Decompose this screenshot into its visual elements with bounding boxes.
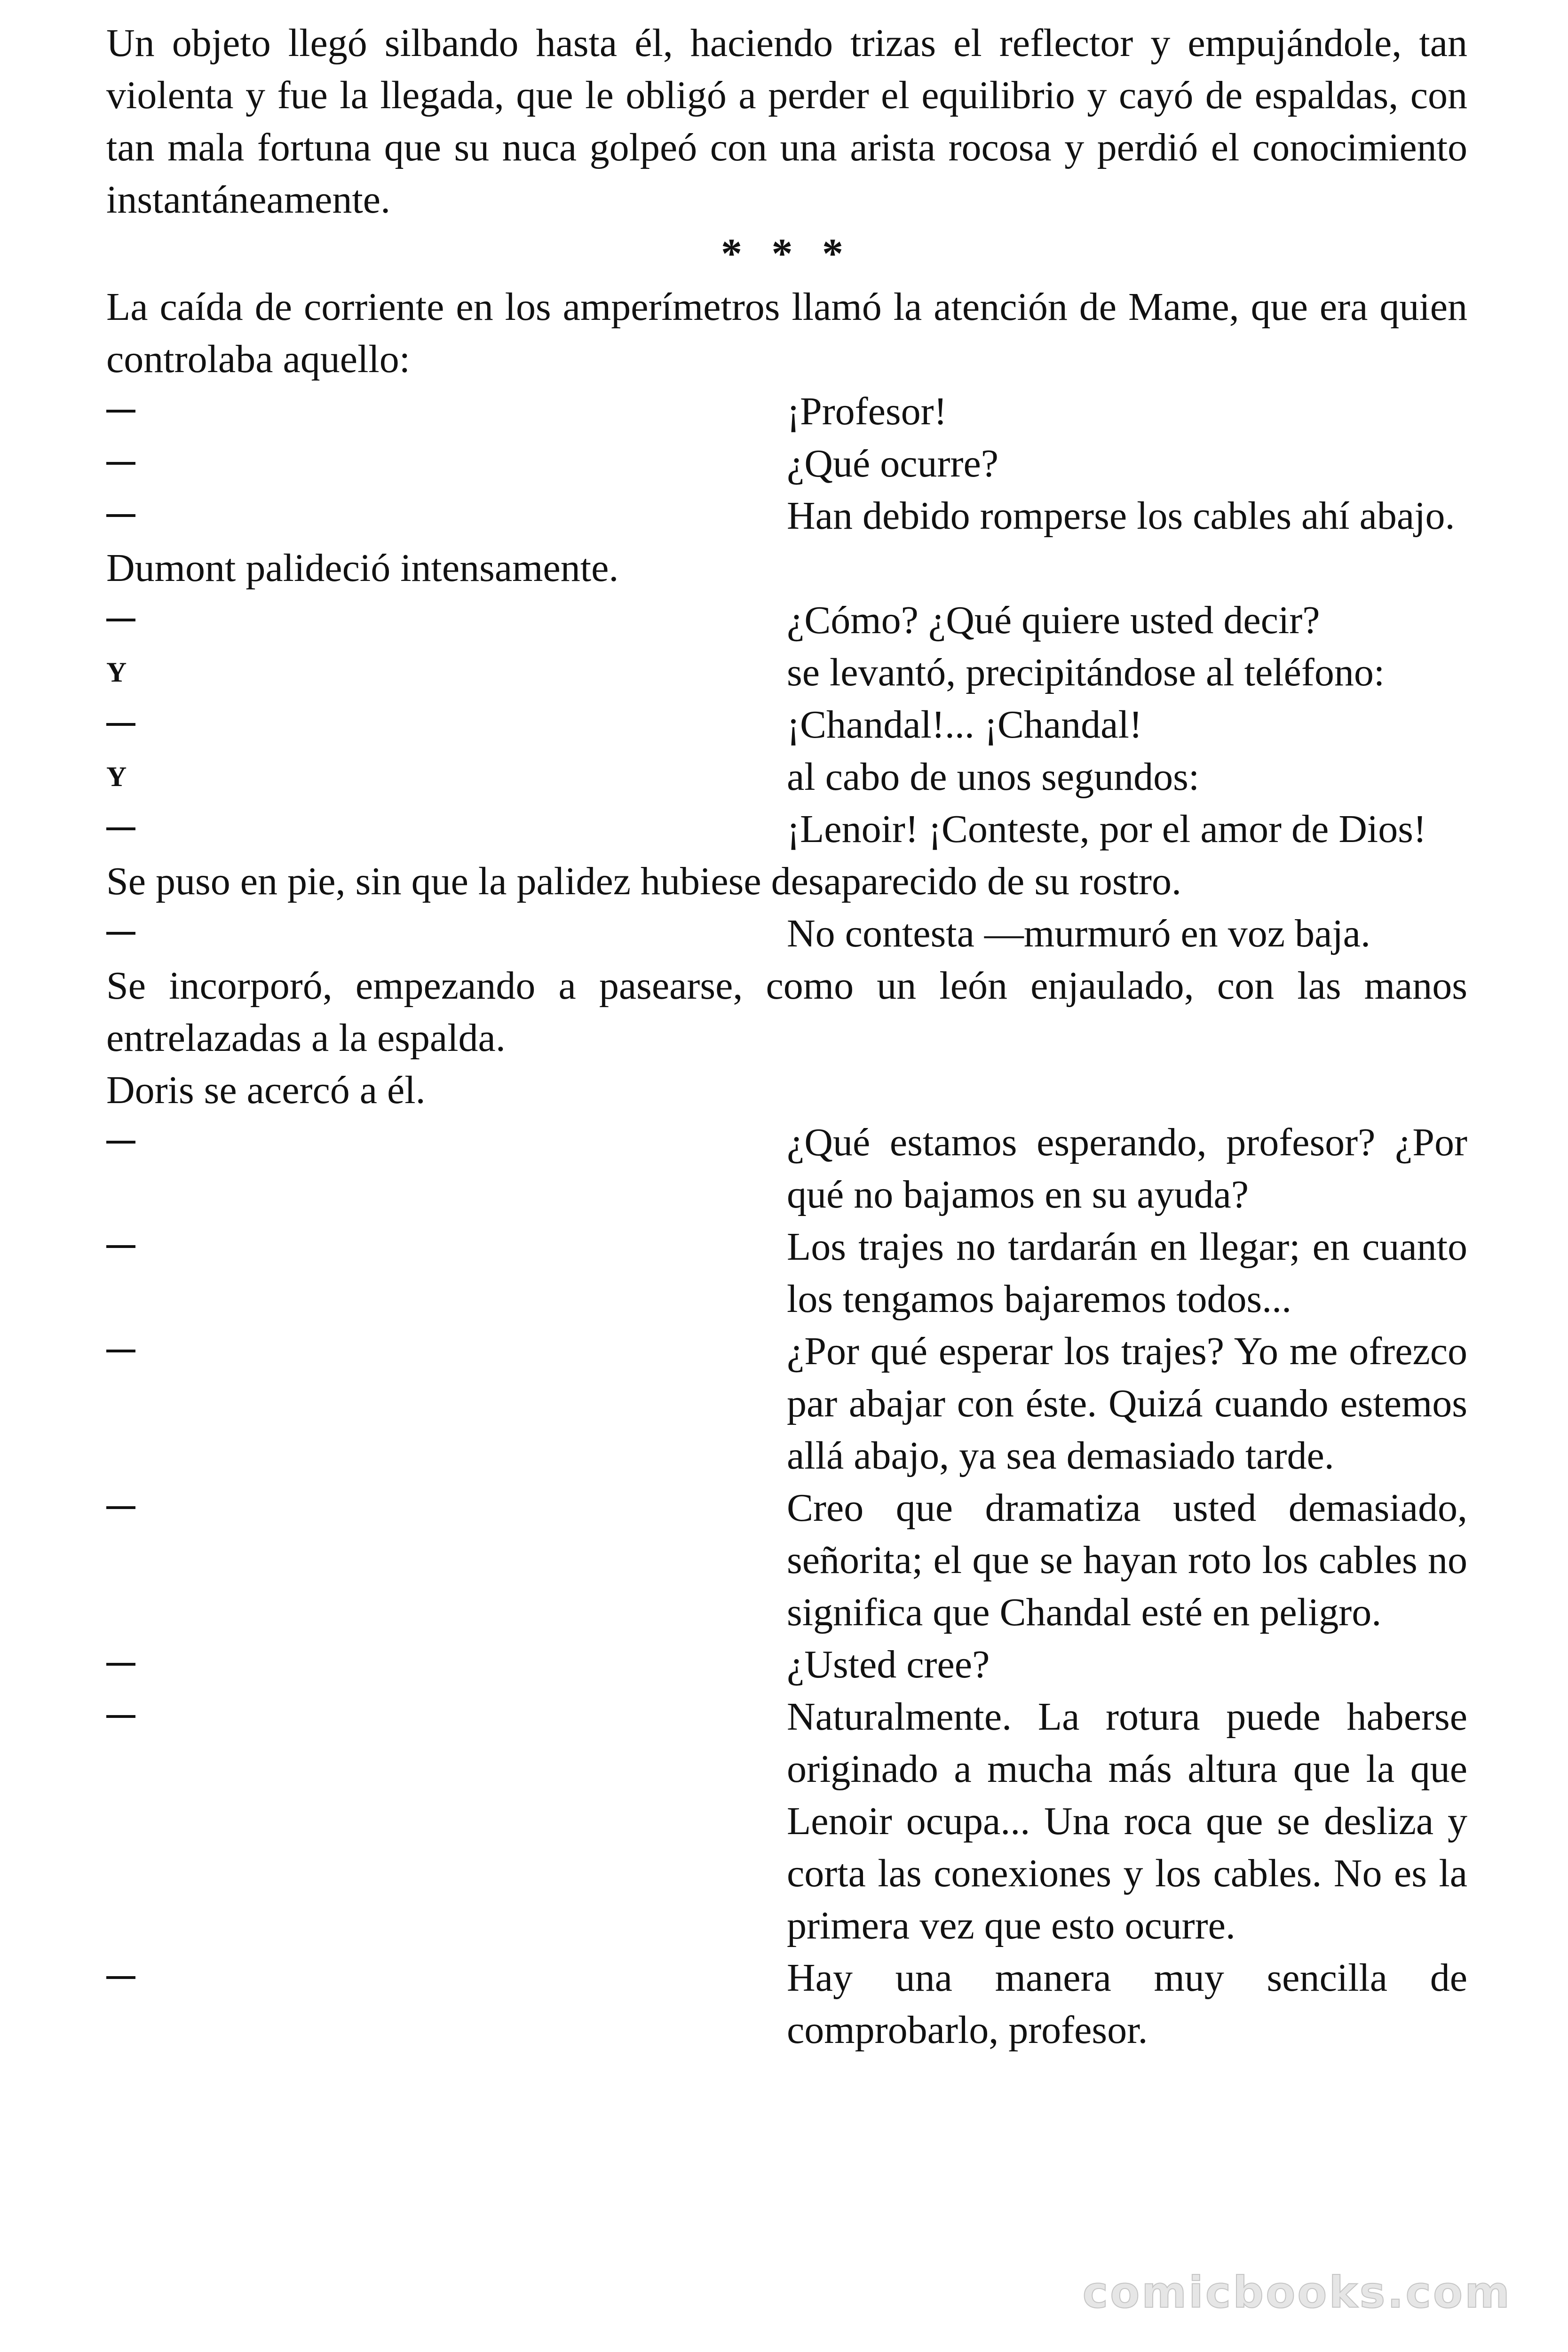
section-separator: * * *	[721, 230, 853, 277]
dialogue-dash	[106, 1638, 787, 1691]
dialogue-line	[106, 1482, 1467, 1638]
paragraph: Se incorporó, empezando a pasearse, como un león enjaulado, con las manos entrelazadas a la espalda.	[106, 964, 1467, 1060]
dialogue-dash	[106, 594, 787, 646]
dialogue-line	[106, 1638, 1467, 1691]
paragraph: Un objeto llegó silbando hasta él, haciendo trizas el reflector y empujándole, tan violenta y fue la llegada, que le obligó a perder el equilibrio y cayó de espaldas, con tan mala fortuna que su nuca golpeó con una arista rocosa y perdió el conocimiento instantáneamente.	[106, 21, 1467, 222]
dialogue-line	[106, 594, 1467, 646]
dialogue-text: ¿Usted cree?	[787, 1643, 990, 1686]
dialogue-text: ¿Por qué esperar los trajes? Yo me ofrezco par abajar con éste. Quizá cuando estemos allá abajo, ya sea demasiado tarde.	[787, 1329, 1467, 1478]
dialogue-line	[106, 437, 1467, 490]
dialogue-dash	[106, 1221, 787, 1325]
dialogue-line	[106, 490, 1467, 542]
dialogue-dash	[106, 803, 787, 855]
dialogue-line	[106, 751, 1467, 803]
paragraph: La caída de corriente en los amperímetros llamó la atención de Mame, que era quien controlaba aquello:	[106, 285, 1467, 381]
dialogue-line	[106, 1116, 1467, 1221]
dialogue-line	[106, 803, 1467, 855]
page-body	[106, 17, 1467, 2056]
dialogue-dash	[106, 1116, 787, 1221]
dialogue-text: ¡Profesor!	[787, 389, 947, 433]
dialogue-line	[106, 1952, 1467, 2056]
dialogue-text: Creo que dramatiza usted demasiado, señorita; el que se hayan roto los cables no significa que Chandal esté en peligro.	[787, 1486, 1467, 1634]
dialogue-text: Han debido romperse los cables ahí abajo.	[787, 494, 1455, 538]
dialogue-text: ¿Qué estamos esperando, profesor? ¿Por qué no bajamos en su ayuda?	[787, 1120, 1467, 1216]
dialogue-text: Naturalmente. La rotura puede haberse originado a mucha más altura que la que Lenoir ocupa... Una roca que se desliza y corta las conexiones y los cables. No es la primera vez que esto ocurre.	[787, 1695, 1467, 1947]
dialogue-text: Los trajes no tardarán en llegar; en cuanto los tengamos bajaremos todos...	[787, 1225, 1467, 1321]
dialogue-line	[106, 699, 1467, 751]
dialogue-dash	[106, 1325, 787, 1482]
dialogue-dash	[106, 490, 787, 542]
dialogue-text: ¿Qué ocurre?	[787, 442, 999, 485]
dialogue-dash	[106, 385, 787, 437]
dialogue-marker-y: Y	[106, 657, 127, 688]
dialogue-text: ¡Lenoir! ¡Conteste, por el amor de Dios!	[787, 807, 1426, 851]
dialogue-dash	[106, 907, 787, 960]
dialogue-marker-y: Y	[106, 761, 127, 792]
dialogue-dash	[106, 1691, 787, 1952]
dialogue-text: se levantó, precipitándose al teléfono:	[787, 651, 1385, 694]
watermark: comicbooks.com	[1082, 2267, 1512, 2318]
dialogue-line	[106, 646, 1467, 699]
dialogue-line	[106, 1325, 1467, 1482]
paragraph: Doris se acercó a él.	[106, 1068, 426, 1112]
paragraph: Dumont palideció intensamente.	[106, 546, 619, 590]
dialogue-line	[106, 907, 1467, 960]
dialogue-text: al cabo de unos segundos:	[787, 755, 1200, 799]
dialogue-line	[106, 1221, 1467, 1325]
dialogue-text: ¡Chandal!... ¡Chandal!	[787, 703, 1142, 747]
paragraph: Se puso en pie, sin que la palidez hubiese desaparecido de su rostro.	[106, 859, 1182, 903]
dialogue-dash	[106, 699, 787, 751]
dialogue-text: ¿Cómo? ¿Qué quiere usted decir?	[787, 598, 1320, 642]
dialogue-text: No contesta —murmuró en voz baja.	[787, 912, 1370, 955]
dialogue-dash	[106, 1482, 787, 1638]
dialogue-dash	[106, 1952, 787, 2056]
dialogue-text: Hay una manera muy sencilla de comprobarlo, profesor.	[787, 1956, 1467, 2052]
dialogue-dash	[106, 437, 787, 490]
dialogue-line	[106, 385, 1467, 437]
dialogue-line	[106, 1691, 1467, 1952]
